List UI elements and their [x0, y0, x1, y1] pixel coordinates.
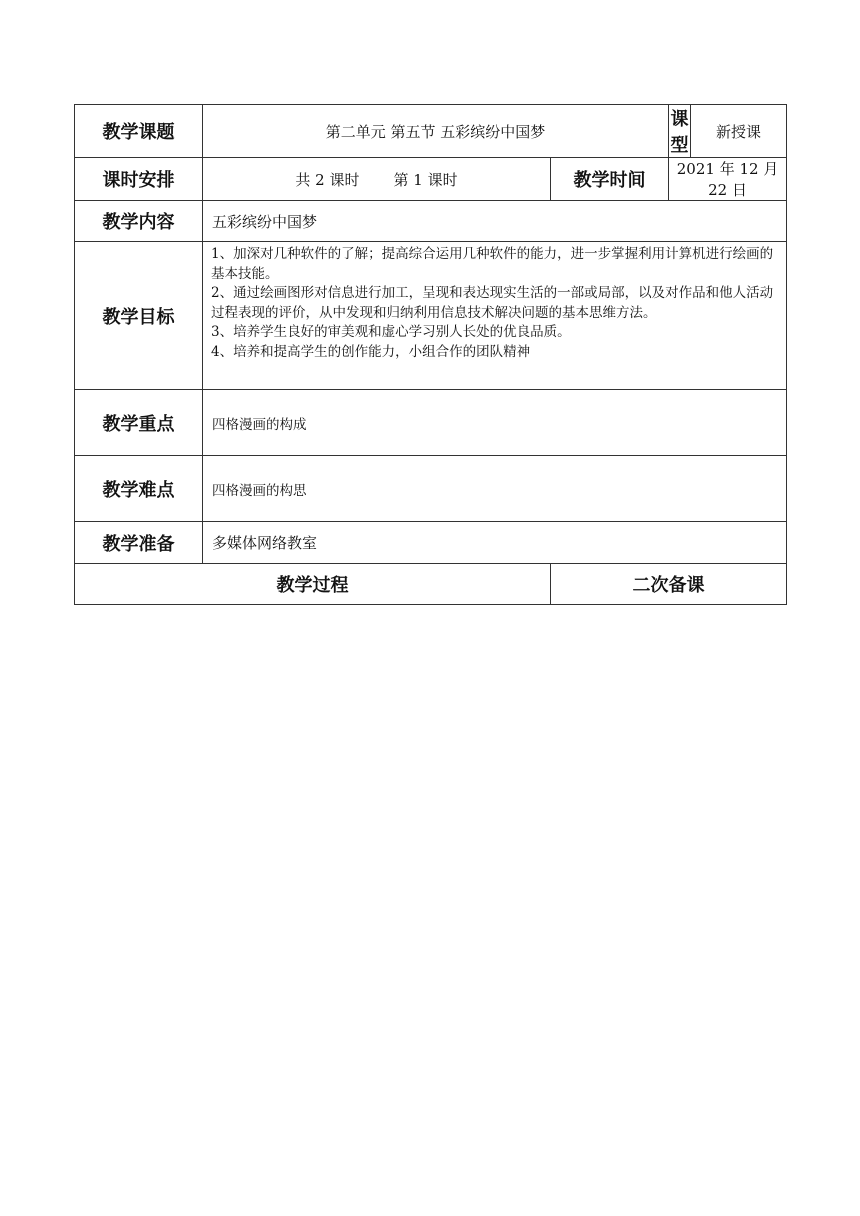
teaching-time-label: 教学时间: [551, 158, 669, 201]
total-periods: 共 2 课时: [295, 170, 360, 189]
schedule-row: [75, 158, 787, 201]
difficulties-value: 四格漫画的构思: [203, 456, 787, 522]
difficulties-row: [75, 456, 787, 522]
lesson-type-label: 课型: [669, 105, 691, 158]
preparation-value: 多媒体网络教室: [203, 522, 787, 564]
key-points-value: 四格漫画的构成: [203, 390, 787, 456]
objectives-list: [203, 242, 787, 390]
objectives-row: [75, 242, 787, 390]
schedule-label: 课时安排: [75, 158, 203, 201]
objective-item: 3、培养学生良好的审美观和虚心学习别人长处的优良品质。: [211, 324, 571, 340]
objectives-label: 教学目标: [75, 242, 203, 390]
content-value: 五彩缤纷中国梦: [203, 201, 787, 242]
lesson-type-value: 新授课: [691, 105, 787, 158]
topic-label: 教学课题: [75, 105, 203, 158]
secondary-prep-heading: 二次备课: [551, 564, 787, 605]
key-points-label: 教学重点: [75, 390, 203, 456]
objective-item: 1、加深对几种软件的了解；提高综合运用几种软件的能力，进一步掌握利用计算机进行绘画的基本技能。: [211, 246, 774, 282]
topic-value: 第二单元 第五节 五彩缤纷中国梦: [203, 105, 669, 158]
key-points-row: [75, 390, 787, 456]
lesson-plan-table: [74, 104, 787, 605]
teaching-time-value: 2021 年 12 月 22 日: [669, 158, 787, 201]
topic-row: [75, 105, 787, 158]
preparation-row: [75, 522, 787, 564]
teaching-process-heading: 教学过程: [75, 564, 551, 605]
content-row: [75, 201, 787, 242]
objective-item: 2、通过绘画图形对信息进行加工，呈现和表达现实生活的一部或局部，以及对作品和他人活动过程表现的评价，从中发现和归纳利用信息技术解决问题的基本思维方法。: [211, 285, 774, 321]
difficulties-label: 教学难点: [75, 456, 203, 522]
schedule-value: [203, 158, 551, 201]
footer-row: [75, 564, 787, 605]
content-label: 教学内容: [75, 201, 203, 242]
current-period: 第 1 课时: [393, 170, 458, 189]
objective-item: 4、培养和提高学生的创作能力，小组合作的团队精神: [211, 343, 531, 360]
preparation-label: 教学准备: [75, 522, 203, 564]
